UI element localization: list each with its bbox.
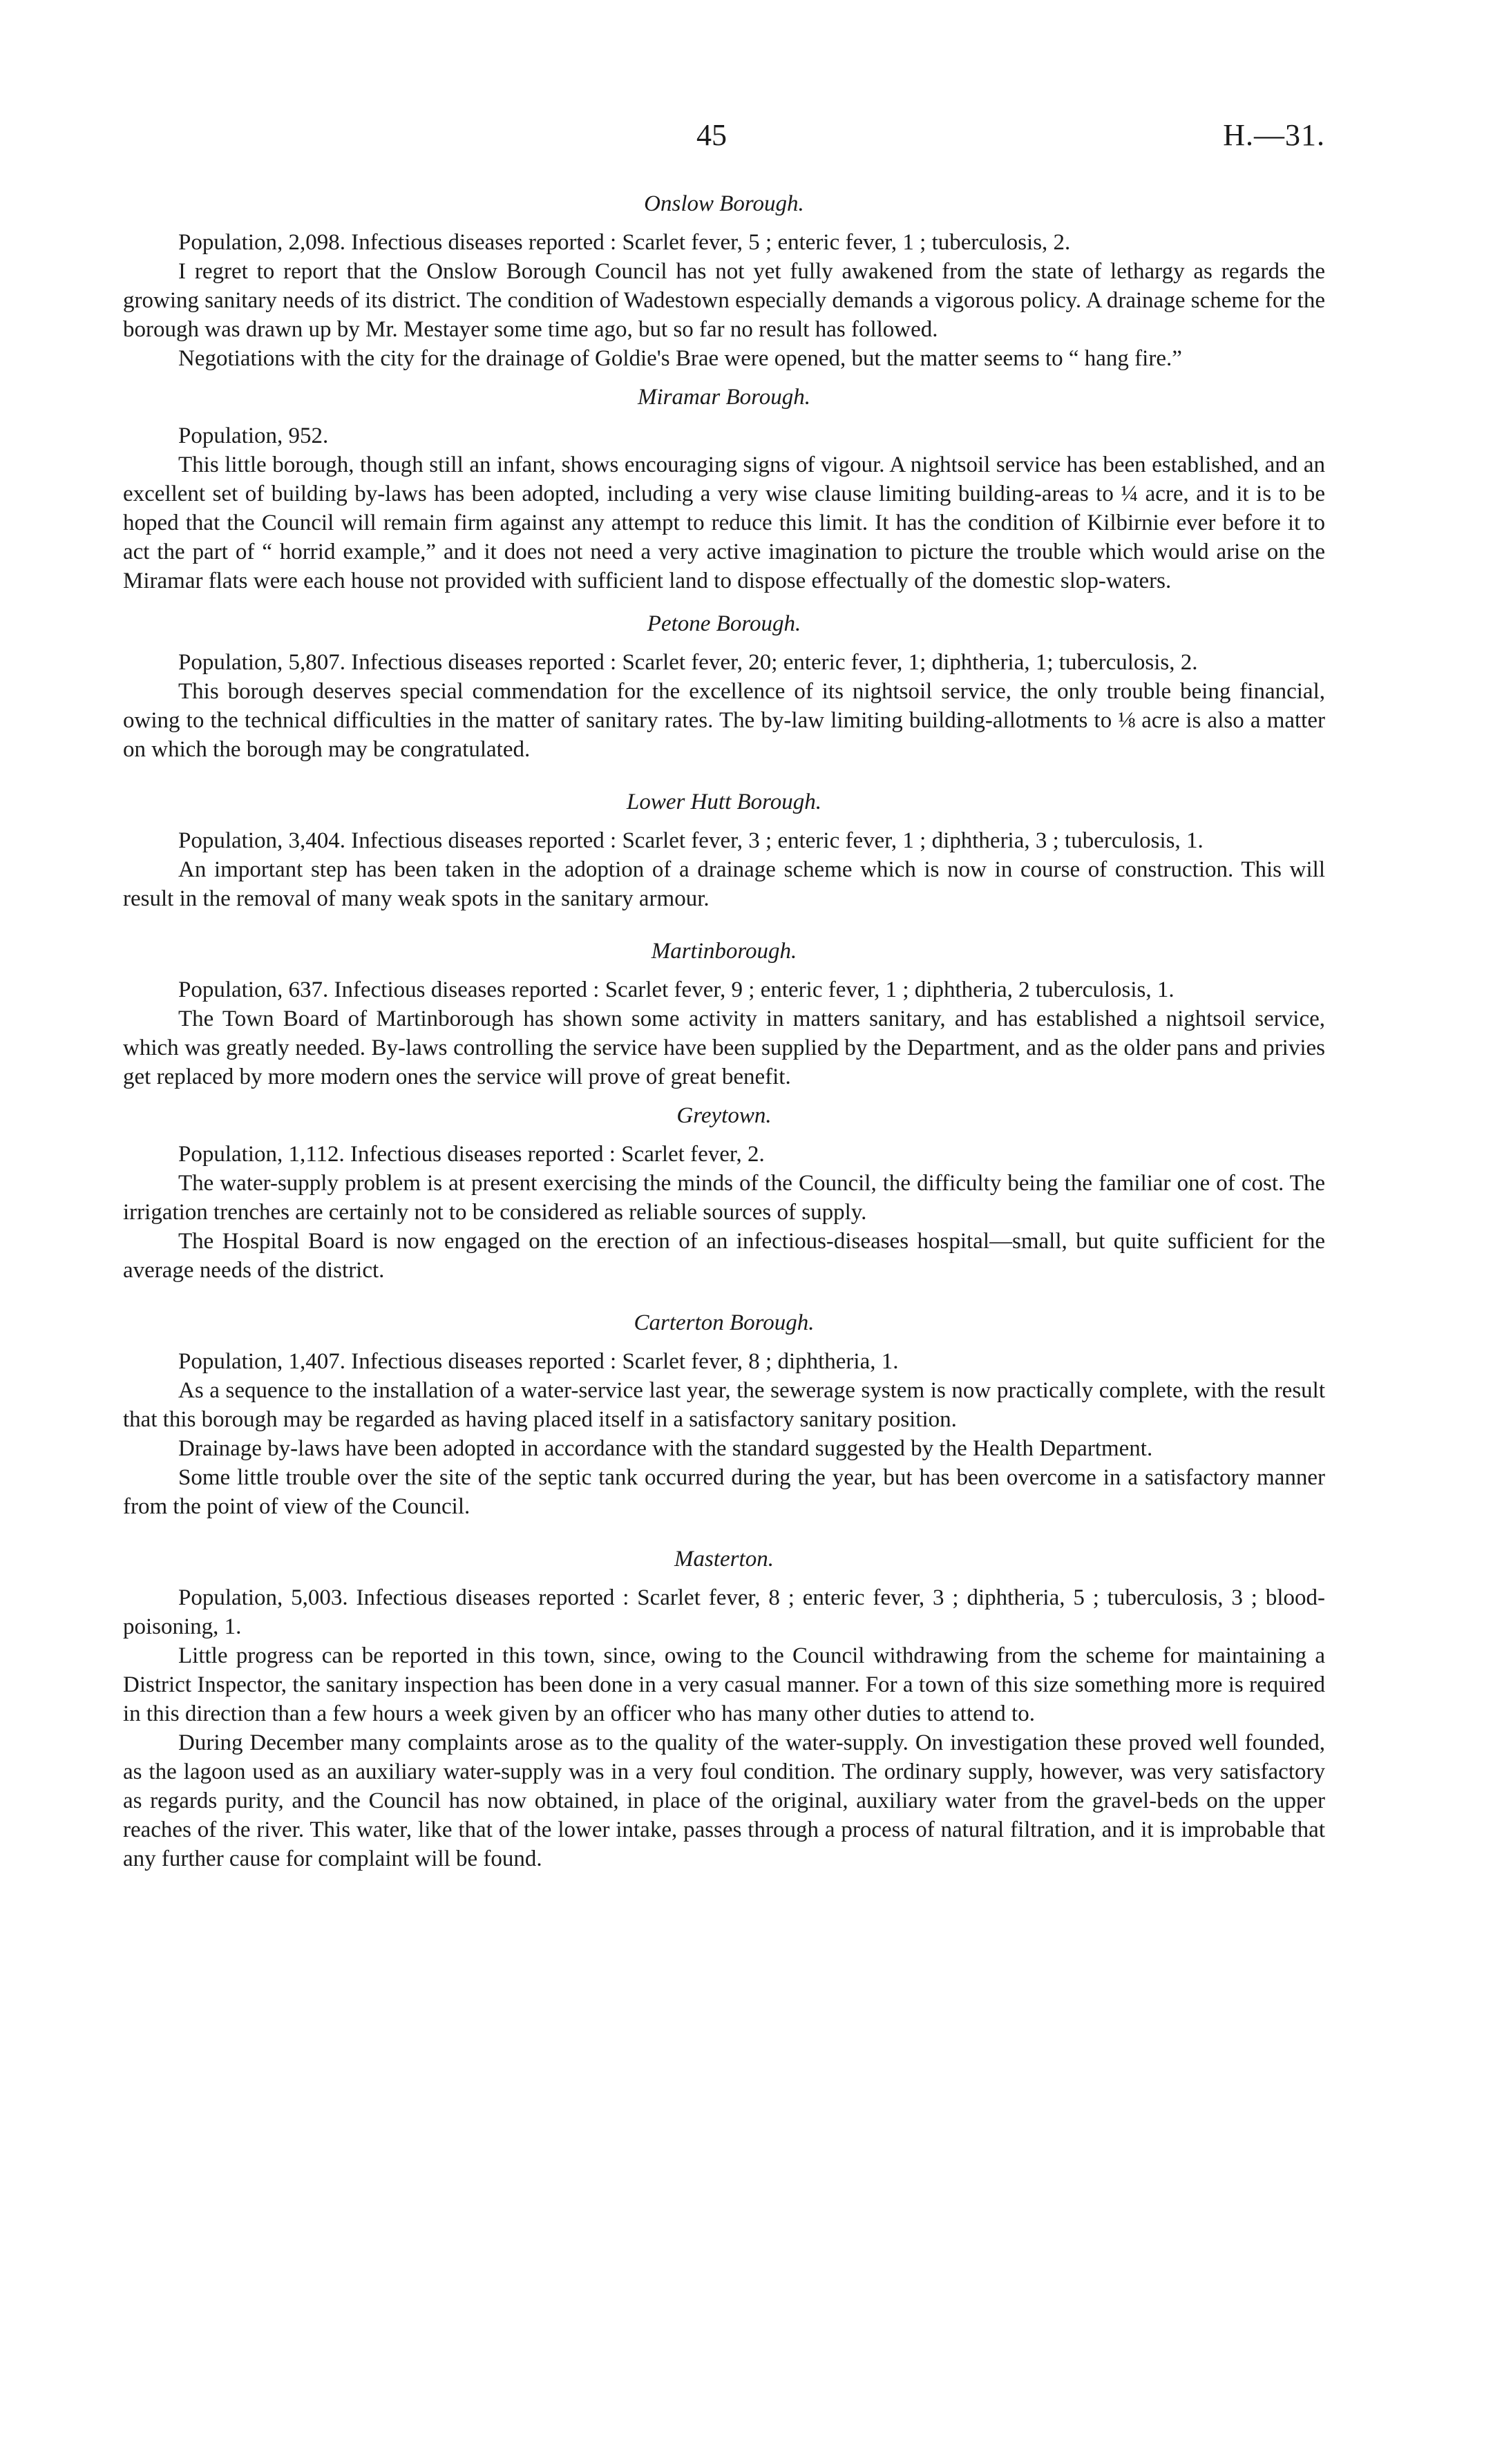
paragraph: This borough deserves special commendation for the excellence of its nightsoil service, the only trouble being financial, owing to the technical difficulties in the matter of sanitary rates. The by-law limiting building-allotments to ⅛ acre is also a matter on which the borough may be congratulated.: [123, 679, 1325, 762]
section-greytown: [123, 1101, 1325, 1285]
paragraph: The Hospital Board is now engaged on the erection of an infectious-diseases hospital—small, but quite sufficient for the average needs of the district.: [123, 1229, 1325, 1283]
section-masterton: [123, 1545, 1325, 1873]
section-miramar-borough: [123, 383, 1325, 595]
paragraph: Little progress can be reported in this town, since, owing to the Council withdrawing from the scheme for maintaining a District Inspector, the sanitary inspection has been done in a very casual manner. For a town of this size something more is required in this direction than a few hours a week given by an officer who has many other duties to attend to.: [123, 1643, 1325, 1726]
paragraph: Population, 2,098. Infectious diseases reported : Scarlet fever, 5 ; enteric fever, 1 ; tuberculosis, 2.: [178, 230, 1071, 255]
paragraph: Population, 5,807. Infectious diseases reported : Scarlet fever, 20; enteric fever, 1; diphtheria, 1; tuberculosis, 2.: [178, 650, 1198, 675]
section-title: Miramar Borough.: [638, 385, 810, 410]
paragraph: Population, 952.: [178, 423, 329, 448]
document-reference: H.—31.: [1223, 118, 1325, 152]
paragraph: As a sequence to the installation of a water-service last year, the sewerage system is now practically complete, with the result that this borough may be regarded as having placed itself in a satisfactory sanitary position.: [123, 1378, 1325, 1432]
paragraph: During December many complaints arose as to the quality of the water-supply. On investigation these proved well founded, as the lagoon used as an auxiliary water-supply was in a very foul condition. The ordinary supply, however, was very satisfactory as regards purity, and the Council has now obtained, in place of the original, auxiliary water from the gravel-beds on the upper reaches of the river. This water, like that of the lower intake, passes through a process of natural filtration, and it is improbable that any further cause for complaint will be found.: [123, 1730, 1325, 1871]
section-petone-borough: [123, 609, 1325, 764]
section-title: Petone Borough.: [647, 611, 801, 636]
paragraph: Population, 3,404. Infectious diseases reported : Scarlet fever, 3 ; enteric fever, 1 ; diphtheria, 3 ; tuberculosis, 1.: [178, 828, 1204, 853]
paragraph: Drainage by-laws have been adopted in accordance with the standard suggested by the Health Department.: [178, 1436, 1153, 1461]
section-title: Onslow Borough.: [644, 191, 804, 216]
paragraph: Population, 1,112. Infectious diseases reported : Scarlet fever, 2.: [178, 1142, 765, 1167]
paragraph: Population, 1,407. Infectious diseases reported : Scarlet fever, 8 ; diphtheria, 1.: [178, 1349, 899, 1374]
section-title: Masterton.: [674, 1547, 774, 1572]
paragraph: Some little trouble over the site of the septic tank occurred during the year, but has been overcome in a satisfactory manner from the point of view of the Council.: [123, 1465, 1325, 1519]
section-title: Lower Hutt Borough.: [626, 790, 822, 814]
paragraph: An important step has been taken in the adoption of a drainage scheme which is now in course of construction. This will result in the removal of many weak spots in the sanitary armour.: [123, 857, 1325, 911]
document-page: [123, 117, 1325, 1873]
section-carterton-borough: [123, 1308, 1325, 1521]
section-title: Carterton Borough.: [634, 1310, 815, 1335]
section-title: Martinborough.: [651, 939, 797, 964]
section-lower-hutt-borough: [123, 787, 1325, 913]
paragraph: This little borough, though still an infant, shows encouraging signs of vigour. A nightsoil service has been established, and an excellent set of building by-laws has been adopted, including a very wise clause limiting building-areas to ¼ acre, and it is to be hoped that the Council will remain firm against any attempt to reduce this limit. It has the condition of Kilbirnie ever before it to act the part of “ horrid example,” and it does not need a very active imagination to picture the trouble which would arise on the Miramar flats were each house not provided with sufficient land to dispose effectually of the domestic slop-waters.: [123, 452, 1325, 593]
paragraph: Population, 5,003. Infectious diseases reported : Scarlet fever, 8 ; enteric fever, 3 ; diphtheria, 5 ; tuberculosis, 3 ; blood-poisoning, 1.: [123, 1585, 1325, 1639]
paragraph: The Town Board of Martinborough has shown some activity in matters sanitary, and has established a nightsoil service, which was greatly needed. By-laws controlling the service have been supplied by the Department, and as the older pans and privies get replaced by more modern ones the service will prove of great benefit.: [123, 1006, 1325, 1089]
paragraph: Population, 637. Infectious diseases reported : Scarlet fever, 9 ; enteric fever, 1 ; diphtheria, 2 tuberculosis, 1.: [178, 977, 1175, 1002]
section-title: Greytown.: [676, 1103, 772, 1128]
paragraph: The water-supply problem is at present exercising the minds of the Council, the difficulty being the familiar one of cost. The irrigation trenches are certainly not to be considered as reliable sources of supply.: [123, 1171, 1325, 1225]
page-header: [123, 117, 1325, 180]
paragraph: Negotiations with the city for the drainage of Goldie's Brae were opened, but the matter seems to “ hang fire.”: [178, 346, 1182, 371]
page-number: 45: [696, 118, 727, 152]
section-martinborough: [123, 937, 1325, 1091]
section-onslow-borough: [123, 189, 1325, 373]
paragraph: I regret to report that the Onslow Borough Council has not yet fully awakened from the state of lethargy as regards the growing sanitary needs of its district. The condition of Wadestown especially demands a vigorous policy. A drainage scheme for the borough was drawn up by Mr. Mestayer some time ago, but so far no result has followed.: [123, 259, 1325, 342]
